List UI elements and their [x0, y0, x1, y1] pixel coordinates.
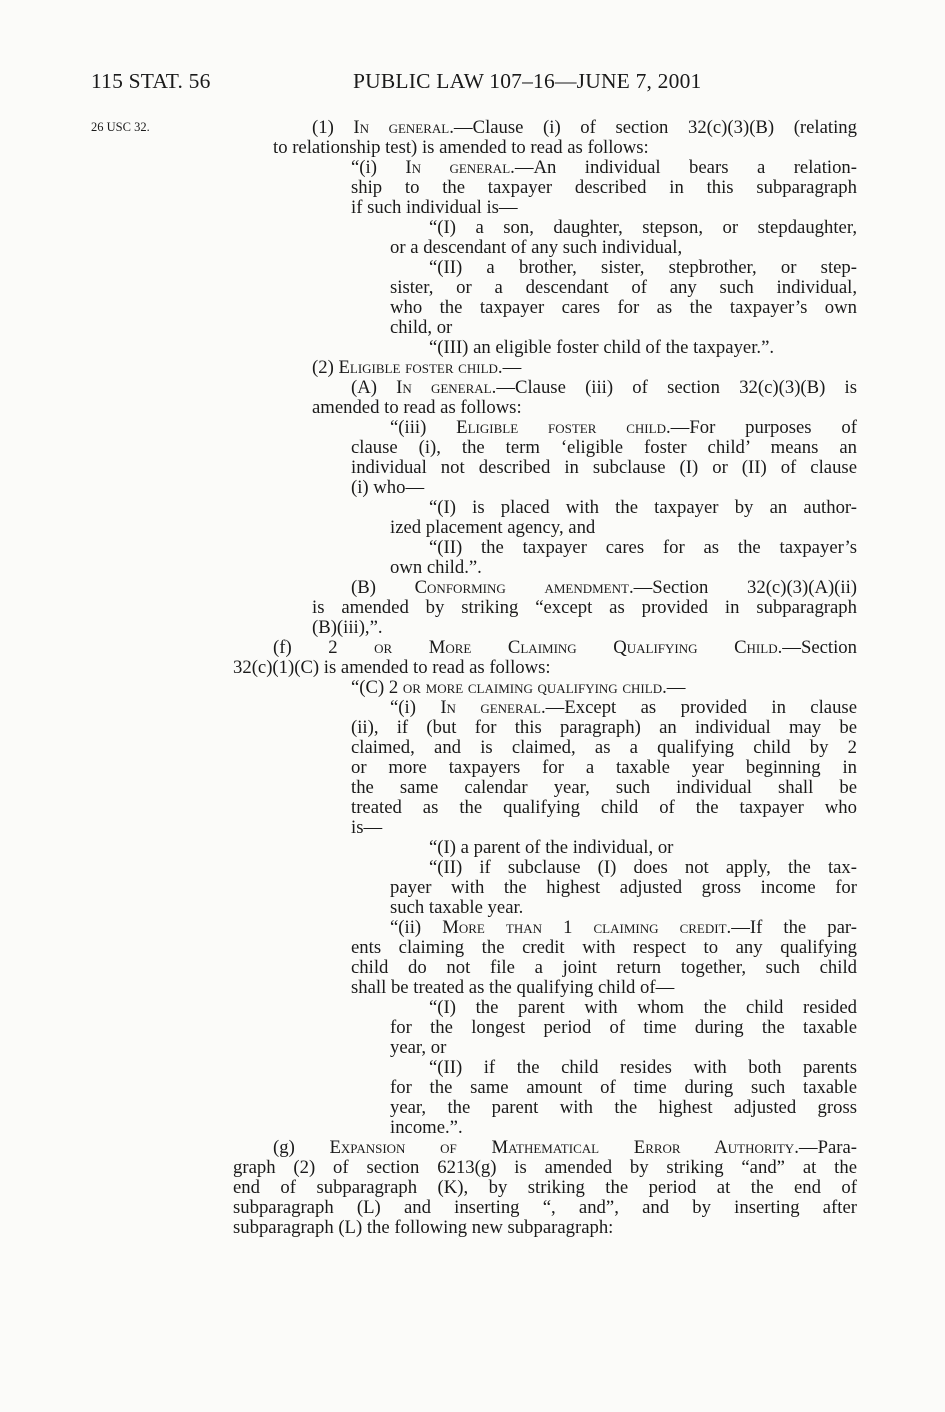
text-line: [233, 1198, 857, 1218]
text-line: [429, 258, 857, 278]
text-segment: subparagraph (L) and inserting “, and”, and by inserting after: [233, 1197, 857, 1218]
text-line: [351, 798, 857, 818]
text-segment: “(I) a son, daughter, stepson, or stepdaughter,: [429, 217, 857, 238]
text-line: [390, 1018, 857, 1038]
text-line: [351, 478, 857, 498]
text-segment: (B)(iii),”.: [312, 617, 383, 638]
text-segment: .—For purposes of: [665, 417, 857, 438]
text-segment: own child.”.: [390, 557, 482, 578]
text-segment: (1) I: [312, 117, 360, 138]
small-caps-text: or more claiming qualifying child: [402, 677, 663, 698]
text-segment: 32(c)(1)(C) is amended to read as follows:: [233, 657, 551, 678]
text-segment: “(ii) M: [390, 917, 459, 938]
text-line: [312, 118, 857, 138]
text-line: [429, 998, 857, 1018]
text-segment: child do not file a joint return together, such child: [351, 957, 857, 978]
text-line: [429, 1058, 857, 1078]
small-caps-text: n general: [411, 157, 511, 178]
text-segment: (i) who—: [351, 477, 425, 498]
text-line: [429, 858, 857, 878]
text-line: [429, 838, 857, 858]
text-line: [351, 578, 857, 598]
text-segment: (f) 2: [273, 637, 375, 658]
text-line: [390, 238, 857, 258]
text-line: [273, 638, 857, 658]
text-segment: ized placement agency, and: [390, 517, 596, 538]
small-caps-text: claiming credit: [593, 917, 727, 938]
text-segment: .—: [497, 357, 522, 378]
text-segment: (g) E: [273, 1137, 341, 1158]
text-line: [351, 198, 857, 218]
text-line: [429, 338, 857, 358]
text-segment: “(iii) E: [390, 417, 468, 438]
text-line: [233, 1178, 857, 1198]
text-segment: M: [392, 637, 446, 658]
text-segment: claimed, and is claimed, as a qualifying child by 2: [351, 737, 857, 758]
small-caps-text: xpansion of: [340, 1137, 457, 1158]
text-segment: .—Para-: [794, 1137, 857, 1158]
text-segment: is amended by striking “except as provided in subparagraph: [312, 597, 857, 618]
text-segment: “(I) a parent of the individual, or: [429, 837, 674, 858]
small-caps-text: uthority: [727, 1137, 795, 1158]
text-segment: or more taxpayers for a taxable year beginning in: [351, 757, 857, 778]
small-caps-text: n general: [359, 117, 450, 138]
text-line: [273, 1138, 857, 1158]
text-segment: Q: [576, 637, 627, 658]
text-line: [351, 958, 857, 978]
text-segment: is—: [351, 817, 383, 838]
text-line: [390, 318, 857, 338]
small-caps-text: n general: [446, 697, 541, 718]
text-segment: (2) E: [312, 357, 350, 378]
text-line: [351, 438, 857, 458]
text-line: [429, 538, 857, 558]
text-segment: .—An individual bears a relation-: [510, 157, 857, 178]
text-segment: ents claiming the credit with respect to any qualifying: [351, 937, 857, 958]
text-line: [390, 558, 857, 578]
text-segment: or a descendant of any such individual,: [390, 237, 683, 258]
small-caps-text: hild: [746, 637, 778, 658]
text-segment: A: [680, 1137, 728, 1158]
text-segment: E: [599, 1137, 646, 1158]
text-line: [233, 1158, 857, 1178]
small-caps-text: ligible foster child: [467, 417, 666, 438]
text-segment: “(II) if the child resides with both parents: [429, 1057, 857, 1078]
text-line: [312, 618, 857, 638]
text-segment: .—Section: [777, 637, 857, 658]
small-caps-text: ualifying: [626, 637, 698, 658]
text-line: [390, 918, 857, 938]
text-segment: .—Clause (iii) of section 32(c)(3)(B) is: [491, 377, 858, 398]
text-segment: “(II) if subclause (I) does not apply, the tax-: [429, 857, 857, 878]
text-segment: amended to read as follows:: [312, 397, 522, 418]
text-line: [233, 658, 857, 678]
small-caps-text: athematical: [508, 1137, 600, 1158]
text-segment: child, or: [390, 317, 453, 338]
text-line: [390, 1078, 857, 1098]
text-segment: for the same amount of time during such taxable: [390, 1077, 857, 1098]
page-reference: 115 STAT. 56: [91, 69, 211, 93]
text-line: [351, 818, 857, 838]
text-segment: “(i) I: [390, 697, 447, 718]
text-segment: M: [456, 1137, 509, 1158]
text-segment: C: [697, 637, 747, 658]
text-line: [390, 278, 857, 298]
text-segment: shall be treated as the qualifying child of—: [351, 977, 675, 998]
text-line: [390, 1038, 857, 1058]
text-segment: C: [471, 637, 521, 658]
text-segment: .—: [662, 677, 686, 698]
small-caps-text: ligible foster child: [349, 357, 498, 378]
text-line: [351, 378, 857, 398]
small-caps-text: ore than: [458, 917, 542, 938]
text-line: [429, 218, 857, 238]
text-segment: if such individual is—: [351, 197, 518, 218]
text-segment: year, the parent with the highest adjusted gross: [390, 1097, 857, 1118]
text-line: [390, 298, 857, 318]
text-line: [312, 398, 857, 418]
text-line: [351, 458, 857, 478]
text-line: [390, 518, 857, 538]
text-line: [351, 158, 857, 178]
text-segment: .—Except as provided in clause: [540, 697, 858, 718]
text-line: [429, 498, 857, 518]
text-segment: 1: [542, 917, 594, 938]
margin-citation: 26 USC 32.: [91, 120, 150, 134]
text-line: [351, 738, 857, 758]
text-segment: treated as the qualifying child of the taxpayer who: [351, 797, 857, 818]
small-caps-text: or: [374, 637, 393, 658]
text-segment: .—If the par-: [726, 917, 858, 938]
text-segment: individual not described in subclause (I) or (II) of clause: [351, 457, 857, 478]
text-segment: ship to the taxpayer described in this subparagraph: [351, 177, 857, 198]
text-segment: .—Clause (i) of section 32(c)(3)(B) (relating: [449, 117, 857, 138]
text-segment: end of subparagraph (K), by striking the period at the end of: [233, 1177, 857, 1198]
text-segment: “(II) the taxpayer cares for as the taxpayer’s: [429, 537, 857, 558]
text-segment: who the taxpayer cares for as the taxpayer’s own: [390, 297, 857, 318]
text-segment: sister, or a descendant of any such individual,: [390, 277, 857, 298]
text-line: [351, 178, 857, 198]
text-line: [351, 718, 857, 738]
text-segment: the same calendar year, such individual shall be: [351, 777, 857, 798]
text-line: [351, 938, 857, 958]
small-caps-text: laiming: [520, 637, 577, 658]
text-segment: “(III) an eligible foster child of the taxpayer.”.: [429, 337, 775, 358]
text-segment: (A) I: [351, 377, 403, 398]
small-caps-text: n general: [402, 377, 492, 398]
text-line: [273, 138, 857, 158]
text-segment: to relationship test) is amended to read as follows:: [273, 137, 649, 158]
text-segment: such taxable year.: [390, 897, 524, 918]
text-segment: subparagraph (L) the following new subparagraph:: [233, 1217, 614, 1238]
text-segment: clause (i), the term ‘eligible foster child’ means an: [351, 437, 857, 458]
text-line: [390, 418, 857, 438]
text-segment: income.”.: [390, 1117, 463, 1138]
text-line: [312, 598, 857, 618]
text-segment: graph (2) of section 6213(g) is amended by striking “and” at the: [233, 1157, 857, 1178]
text-line: [390, 878, 857, 898]
text-line: [390, 1098, 857, 1118]
text-segment: .—Section 32(c)(3)(A)(ii): [628, 577, 858, 598]
text-segment: “(I) the parent with whom the child resided: [429, 997, 857, 1018]
text-line: [312, 358, 857, 378]
small-caps-text: rror: [645, 1137, 681, 1158]
text-segment: “(i) I: [351, 157, 412, 178]
text-line: [390, 1118, 857, 1138]
text-segment: payer with the highest adjusted gross income for: [390, 877, 857, 898]
text-segment: (ii), if (but for this paragraph) an individual may be: [351, 717, 857, 738]
text-segment: (B) C: [351, 577, 428, 598]
small-caps-text: onforming amendment: [427, 577, 629, 598]
text-line: [390, 898, 857, 918]
text-segment: “(II) a brother, sister, stepbrother, or step-: [429, 257, 857, 278]
text-segment: “(I) is placed with the taxpayer by an author-: [429, 497, 857, 518]
text-line: [351, 678, 857, 698]
small-caps-text: ore: [445, 637, 472, 658]
text-line: [233, 1218, 857, 1238]
text-line: [351, 978, 857, 998]
text-line: [390, 698, 857, 718]
law-title: PUBLIC LAW 107–16—JUNE 7, 2001: [353, 69, 702, 93]
text-segment: for the longest period of time during the taxable: [390, 1017, 857, 1038]
text-line: [351, 758, 857, 778]
text-segment: year, or: [390, 1037, 447, 1058]
text-line: [351, 778, 857, 798]
text-segment: “(C) 2: [351, 677, 403, 698]
